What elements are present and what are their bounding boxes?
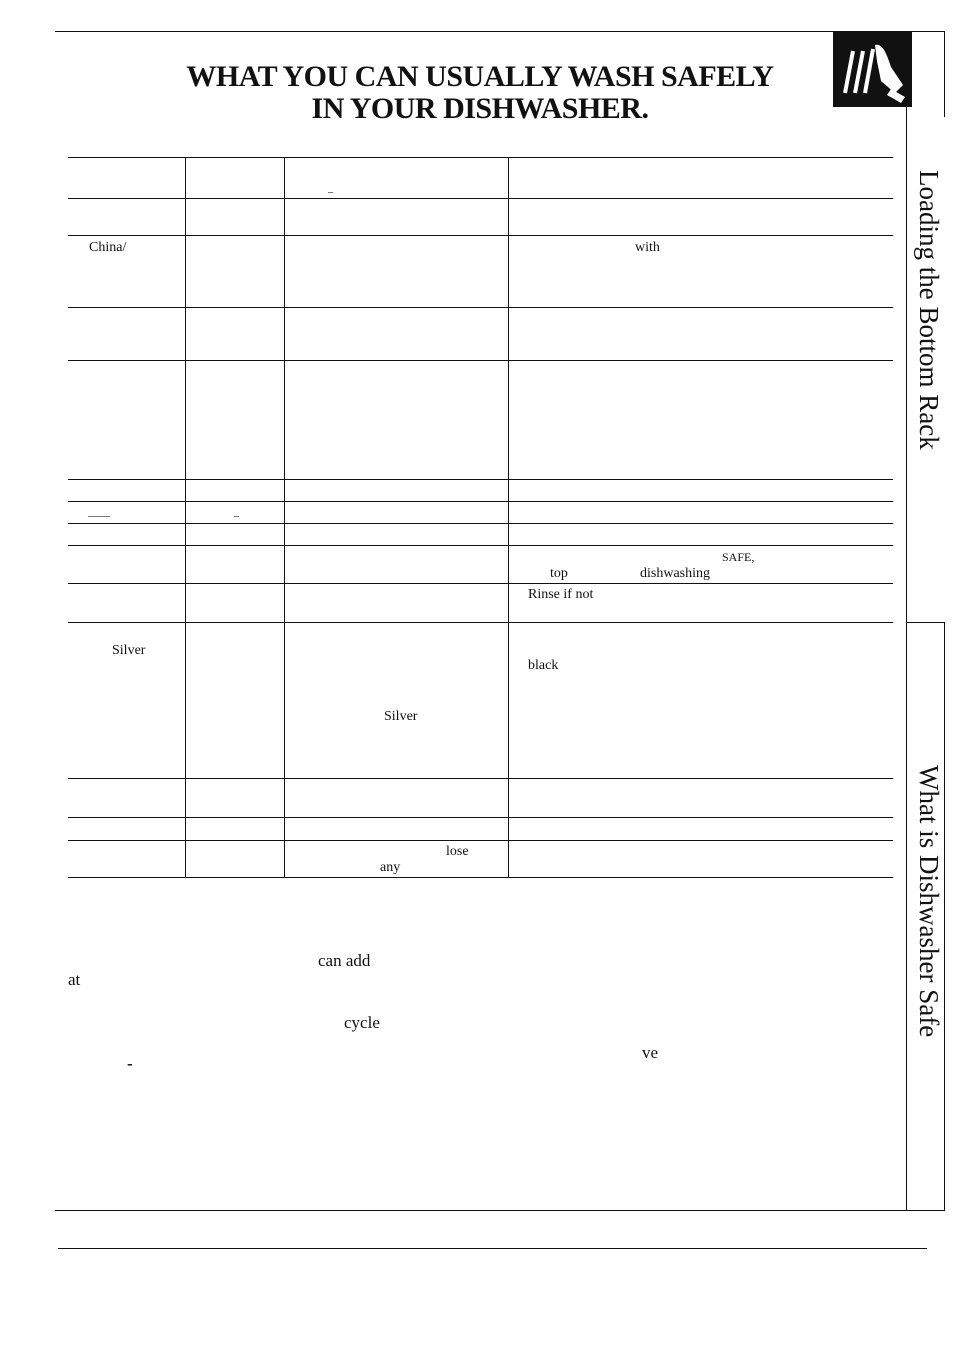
- table-col-divider-3: [508, 157, 509, 878]
- cell-safe: SAFE,: [722, 550, 755, 564]
- scan-mark: [328, 192, 333, 193]
- table-row-line: [68, 360, 893, 361]
- side-tab-divider: [906, 622, 945, 623]
- table-row-line: [68, 501, 893, 502]
- table-row-line: [68, 840, 893, 841]
- table-row-line: [68, 778, 893, 779]
- scan-mark: [88, 516, 110, 517]
- bottom-rule: [55, 1210, 945, 1211]
- cell-any: any: [380, 860, 401, 875]
- cell-china: China/: [89, 240, 127, 255]
- table-row-line: [68, 817, 893, 818]
- table-row-line: [68, 235, 893, 236]
- table-row-line: [68, 307, 893, 308]
- table-row-line: [68, 583, 893, 584]
- cell-top: top: [550, 566, 568, 581]
- hand-loading-rack-icon: [833, 31, 912, 107]
- table-col-divider-2: [284, 157, 285, 878]
- table-row-line: [68, 157, 893, 158]
- table-row-line: [68, 622, 893, 623]
- table-row-line: [68, 877, 893, 878]
- side-rule-right-lower: [944, 622, 945, 1210]
- cell-with: with: [635, 240, 660, 255]
- body-at: at: [68, 970, 81, 989]
- footer-rule: [58, 1248, 927, 1249]
- table-row-line: [68, 198, 893, 199]
- table-row-line: [68, 523, 893, 524]
- table-row-line: [68, 479, 893, 480]
- table-row-line: [68, 545, 893, 546]
- page-title-line2: IN YOUR DISHWASHER.: [311, 92, 649, 125]
- side-rule-left: [906, 107, 907, 1210]
- table-col-divider-1: [185, 157, 186, 878]
- body-canadd: can add: [318, 951, 371, 970]
- cell-dishwashing: dishwashing: [640, 566, 710, 581]
- side-tab-loading-bottom-rack: Loading the Bottom Rack: [914, 170, 944, 450]
- side-rule-right: [944, 31, 945, 117]
- body-cycle: cycle: [344, 1013, 380, 1032]
- side-tab-dishwasher-safe: What is Dishwasher Safe: [914, 765, 944, 1038]
- cell-black: black: [528, 658, 559, 673]
- cell-lose: lose: [446, 844, 469, 859]
- cell-silver-2: Silver: [384, 709, 418, 724]
- scan-mark: [234, 516, 239, 517]
- top-rule: [55, 31, 945, 32]
- cell-rinse: Rinse if not: [528, 587, 594, 602]
- body-ve: ve: [642, 1043, 659, 1062]
- page-title-line1: WHAT YOU CAN USUALLY WASH SAFELY: [186, 60, 774, 93]
- logo-block: [833, 31, 912, 107]
- body-dash: -: [127, 1054, 133, 1073]
- cell-silver: Silver: [112, 643, 146, 658]
